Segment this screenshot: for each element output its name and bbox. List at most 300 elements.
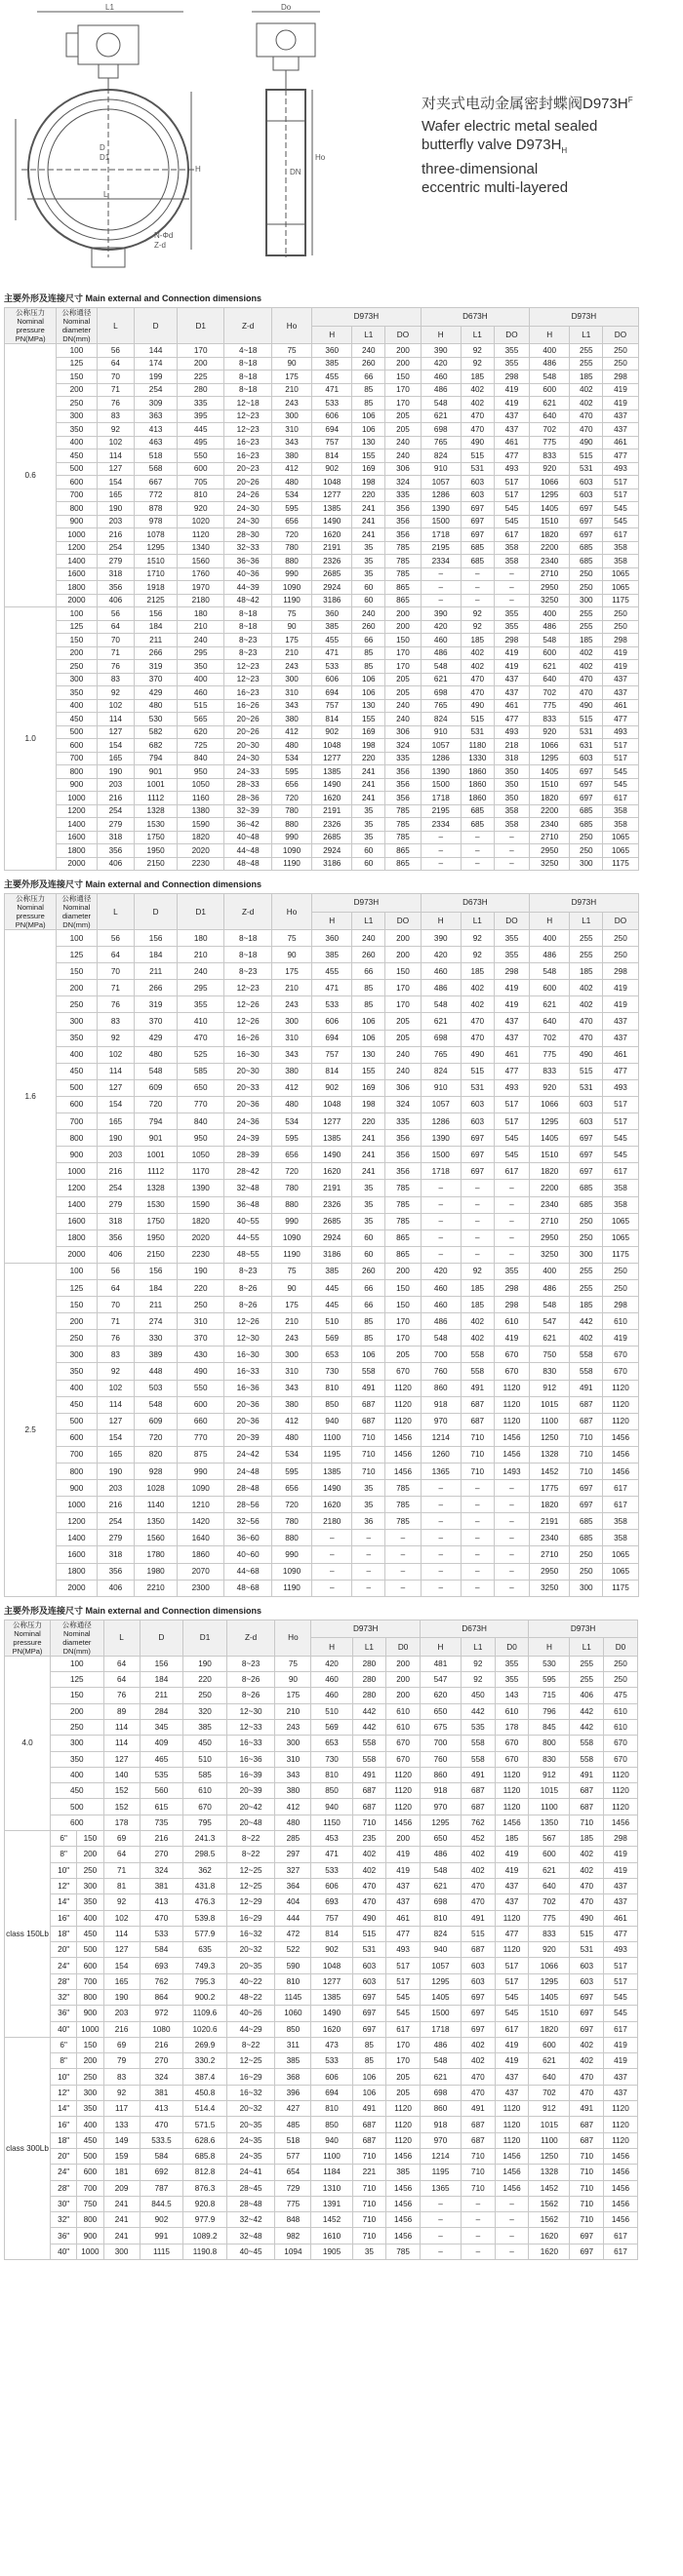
- table-cell: 203: [97, 515, 135, 528]
- table-cell: 1718: [421, 528, 461, 542]
- table-cell: 1452: [530, 1464, 570, 1480]
- table-cell: 480: [135, 1046, 178, 1063]
- table-cell: 165: [97, 752, 135, 765]
- table-cell: 250: [603, 357, 638, 371]
- table-cell: 918: [420, 2117, 461, 2132]
- table-cell: 452: [462, 1831, 496, 1847]
- table-cell: 850: [311, 1783, 352, 1799]
- table-cell: 2326: [312, 555, 352, 568]
- table-cell: 1390: [177, 1180, 223, 1196]
- table-cell: 1195: [420, 2165, 461, 2180]
- table-cell: 318: [494, 752, 529, 765]
- dn-cell: 300: [57, 1347, 97, 1363]
- header-sub-l1: L1: [570, 1638, 604, 1657]
- table-cell: 198: [352, 739, 385, 753]
- table-cell: 455: [312, 634, 352, 647]
- table-cell: 180: [177, 930, 223, 947]
- table-cell: 476.3: [183, 1894, 227, 1910]
- table-cell: 1860: [461, 778, 494, 792]
- dn-inch-cell: 30": [51, 2196, 77, 2211]
- table-cell: –: [461, 1480, 494, 1497]
- table-cell: 355: [494, 344, 529, 358]
- table-cell: 765: [421, 436, 461, 449]
- table-cell: 402: [352, 1862, 386, 1878]
- table-cell: 250: [603, 607, 638, 621]
- table-cell: 1750: [135, 1213, 178, 1229]
- table-cell: 685.8: [183, 2148, 227, 2164]
- table-row: [5, 947, 679, 963]
- table-cell: 8~26: [224, 1279, 271, 1296]
- table-cell: 127: [97, 1413, 135, 1429]
- table-cell: 517: [495, 1958, 529, 1973]
- table-cell: 697: [352, 2021, 386, 2037]
- table-cell: 106: [352, 423, 385, 437]
- table-cell: 437: [495, 2085, 529, 2100]
- table-cell: 380: [271, 449, 311, 463]
- table-cell: –: [421, 831, 461, 844]
- table-cell: 558: [461, 1363, 494, 1380]
- table-cell: 419: [495, 2037, 529, 2052]
- table-cell: 216: [97, 528, 135, 542]
- pn-cell: 4.0: [5, 1656, 51, 1830]
- table-cell: 60: [352, 857, 385, 871]
- dn-cell: 300: [51, 1736, 103, 1751]
- table-cell: 550: [177, 449, 223, 463]
- table-cell: 20~26: [224, 713, 271, 726]
- dn-mm-cell: 200: [77, 2053, 103, 2069]
- table-cell: 558: [570, 1751, 604, 1767]
- table-row: [5, 713, 679, 726]
- table-cell: 12~26: [224, 1013, 271, 1030]
- table-cell: 402: [570, 660, 603, 674]
- table-cell: 71: [97, 646, 135, 660]
- dn-cell: 900: [57, 1147, 97, 1163]
- table-cell: 254: [97, 804, 135, 818]
- header-sub-h: H: [530, 326, 570, 344]
- table-cell: 185: [461, 1297, 494, 1313]
- table-cell: 385: [312, 357, 352, 371]
- table-cell: 471: [311, 1847, 352, 1862]
- table-cell: –: [385, 1530, 421, 1546]
- table-cell: 533: [311, 2053, 352, 2069]
- header-z-d: Z-d: [226, 1620, 275, 1656]
- table-cell: 687: [462, 1942, 496, 1958]
- table-cell: 1490: [312, 778, 352, 792]
- table-cell: 356: [385, 515, 421, 528]
- table-cell: 1120: [604, 2117, 638, 2132]
- dn-mm-cell: 350: [77, 1894, 103, 1910]
- table-cell: 621: [530, 660, 570, 674]
- header-sub-h: H: [311, 1638, 352, 1657]
- table-cell: 490: [352, 1910, 386, 1926]
- table-cell: 28~48: [224, 1480, 271, 1497]
- table-cell: 1066: [530, 739, 570, 753]
- table-cell: 650: [420, 1831, 461, 1847]
- table-cell: 170: [386, 2053, 421, 2069]
- table-cell: 260: [352, 357, 385, 371]
- dn-mm-cell: 200: [77, 1847, 103, 1862]
- table-row: [5, 2212, 679, 2228]
- table-cell: 92: [461, 357, 494, 371]
- table-cell: 1560: [177, 555, 223, 568]
- dn-cell: 250: [57, 660, 97, 674]
- table-row: [5, 1096, 679, 1112]
- table-row: [5, 515, 679, 528]
- dn-mm-cell: 150: [77, 1831, 103, 1847]
- table-cell: 548: [420, 1862, 461, 1878]
- table-cell: 670: [385, 1363, 421, 1380]
- table-cell: –: [494, 1480, 529, 1497]
- table-cell: 920.8: [183, 2196, 227, 2211]
- table-cell: 437: [495, 1894, 529, 1910]
- table-cell: 211: [140, 1688, 183, 1703]
- table-cell: 470: [461, 673, 494, 686]
- table-cell: 12~33: [226, 1719, 275, 1735]
- table-cell: 775: [529, 1910, 570, 1926]
- table-row: [5, 567, 679, 581]
- table-cell: 431.8: [183, 1878, 227, 1893]
- table-cell: 114: [103, 1736, 140, 1751]
- table-cell: 1860: [461, 765, 494, 779]
- dn-cell: 150: [51, 1688, 103, 1703]
- table-cell: 255: [570, 1263, 603, 1279]
- table-cell: 75: [271, 1263, 311, 1279]
- dn-cell: 700: [57, 488, 97, 502]
- table-row: [5, 1799, 679, 1815]
- dn-cell: 600: [51, 1815, 103, 1830]
- table-cell: 548: [530, 371, 570, 384]
- table-row: [5, 476, 679, 489]
- table-cell: 1590: [177, 1196, 223, 1213]
- table-row: [5, 792, 679, 805]
- table-cell: –: [421, 1530, 461, 1546]
- table-cell: 8~22: [226, 1847, 275, 1862]
- table-cell: 2200: [530, 541, 570, 555]
- table-cell: 419: [603, 980, 638, 996]
- table-cell: 977.9: [183, 2212, 227, 2228]
- table-cell: 610: [604, 1703, 638, 1719]
- table-cell: –: [420, 2228, 461, 2244]
- table-cell: 545: [603, 502, 638, 516]
- table-cell: 491: [462, 2101, 496, 2117]
- table-cell: 2924: [312, 844, 352, 858]
- table-cell: 493: [603, 1079, 638, 1096]
- table-cell: 697: [461, 515, 494, 528]
- table-cell: 300: [570, 857, 603, 871]
- table-cell: 40~26: [226, 2006, 275, 2021]
- table-cell: 1590: [177, 818, 223, 832]
- table-cell: 200: [386, 1656, 421, 1671]
- table-cell: 1365: [420, 2180, 461, 2196]
- table-row: [5, 620, 679, 634]
- table-cell: 402: [570, 2053, 604, 2069]
- table-cell: 362: [183, 1862, 227, 1878]
- table-cell: 35: [352, 1180, 385, 1196]
- table-cell: 1970: [177, 581, 223, 595]
- table-cell: 3250: [530, 857, 570, 871]
- table-cell: 730: [312, 1363, 352, 1380]
- table-cell: 517: [603, 1113, 638, 1130]
- table-row: [5, 778, 679, 792]
- table-cell: 402: [461, 1313, 494, 1330]
- dn-cell: 100: [57, 1263, 97, 1279]
- actuator-side: [257, 23, 315, 57]
- header-sub-h: H: [420, 1638, 461, 1657]
- table-cell: 437: [495, 1878, 529, 1893]
- table-cell: 584: [140, 1942, 183, 1958]
- table-cell: 1456: [603, 1464, 638, 1480]
- dn-cell: 350: [51, 1751, 103, 1767]
- table-cell: 471: [312, 980, 352, 996]
- table-row: [5, 1180, 679, 1196]
- table-cell: 493: [494, 725, 529, 739]
- table-cell: –: [461, 1213, 494, 1229]
- table-cell: 76: [97, 397, 135, 410]
- table-cell: 406: [97, 857, 135, 871]
- table-cell: 833: [530, 713, 570, 726]
- table-cell: 515: [461, 713, 494, 726]
- table-cell: 12~25: [226, 1862, 275, 1878]
- table-cell: 560: [140, 1783, 183, 1799]
- table-row: [5, 397, 679, 410]
- table-cell: –: [494, 1229, 529, 1246]
- table-cell: 2950: [530, 581, 570, 595]
- table-cell: 343: [271, 699, 311, 713]
- header-ho: Ho: [275, 1620, 311, 1656]
- table-cell: 255: [570, 1656, 604, 1671]
- label-L: L: [103, 190, 108, 199]
- table-cell: 420: [311, 1656, 352, 1671]
- table-cell: 1120: [495, 2117, 529, 2132]
- table-cell: 36~60: [224, 1530, 271, 1546]
- table-cell: 56: [97, 607, 135, 621]
- table-cell: 493: [494, 462, 529, 476]
- table-cell: 8~22: [226, 2037, 275, 2052]
- title-cn: 对夹式电动金属密封蝶阀D973H: [422, 96, 628, 112]
- table-cell: 71: [97, 383, 135, 397]
- table-cell: 720: [135, 1429, 178, 1446]
- table-cell: 1405: [420, 1989, 461, 2005]
- table-cell: 16~30: [224, 1046, 271, 1063]
- model-sup: F: [627, 96, 633, 104]
- dn-cell: 450: [51, 1783, 103, 1799]
- dn-cell: 600: [57, 1096, 97, 1112]
- table-cell: –: [495, 2228, 529, 2244]
- table-cell: 697: [570, 778, 603, 792]
- table-cell: 66: [352, 1297, 385, 1313]
- table-cell: 702: [530, 423, 570, 437]
- label-Ho: Ho: [315, 153, 326, 162]
- table-cell: 912: [529, 2101, 570, 2117]
- table-cell: 150: [385, 634, 421, 647]
- table-cell: 255: [570, 344, 603, 358]
- header-group-0: D973H: [312, 308, 422, 327]
- table-cell: 1620: [312, 792, 352, 805]
- table-cell: 35: [352, 831, 385, 844]
- table-cell: 16~39: [226, 1767, 275, 1782]
- table-cell: 698: [421, 686, 461, 700]
- table-cell: –: [461, 1180, 494, 1196]
- table-cell: 517: [495, 1973, 529, 1989]
- table-cell: –: [421, 1246, 461, 1263]
- table-cell: –: [494, 581, 529, 595]
- label-zd: Z-d: [154, 241, 166, 250]
- table-cell: 545: [603, 778, 638, 792]
- table-cell: 460: [311, 1672, 352, 1688]
- table-cell: 990: [271, 567, 311, 581]
- table-cell: 70: [97, 963, 135, 980]
- table-cell: 844.5: [140, 2196, 183, 2211]
- table-cell: 545: [494, 1130, 529, 1147]
- dn-cell: 1600: [57, 1213, 97, 1229]
- table-cell: 548: [530, 963, 570, 980]
- table-cell: 20~26: [224, 476, 271, 489]
- table-cell: 603: [570, 476, 603, 489]
- table-cell: 250: [570, 1229, 603, 1246]
- header-sub-l1: L1: [570, 326, 603, 344]
- table-cell: 20~23: [224, 462, 271, 476]
- table-row: [5, 646, 679, 660]
- table-cell: 114: [97, 713, 135, 726]
- table-cell: 350: [494, 778, 529, 792]
- table-cell: 617: [494, 1163, 529, 1180]
- table-cell: 85: [352, 646, 385, 660]
- table-cell: 1385: [311, 1989, 352, 2005]
- table-cell: 220: [352, 752, 385, 765]
- header-d: D: [135, 894, 178, 930]
- dn-cell: 800: [57, 502, 97, 516]
- table-cell: –: [421, 1563, 461, 1580]
- table-cell: 531: [461, 725, 494, 739]
- table-cell: 1510: [530, 515, 570, 528]
- section-title-1: 主要外形及连接尺寸 Main external and Connection dimensions: [4, 293, 262, 303]
- table-row: [5, 488, 679, 502]
- table-cell: 548: [421, 397, 461, 410]
- dn-inch-cell: 6": [51, 1831, 77, 1847]
- table-cell: 270: [140, 1847, 183, 1862]
- table-cell: 240: [352, 344, 385, 358]
- table-cell: 1350: [135, 1513, 178, 1530]
- table-cell: 617: [603, 1480, 638, 1497]
- table-cell: 106: [352, 410, 385, 423]
- dn-inch-cell: 32": [51, 1989, 77, 2005]
- table-cell: 220: [177, 1279, 223, 1296]
- table-cell: 170: [385, 660, 421, 674]
- table-cell: 169: [352, 1079, 385, 1096]
- dn-cell: 2000: [57, 594, 97, 607]
- table-cell: 130: [352, 1046, 385, 1063]
- table-cell: 390: [421, 607, 461, 621]
- table-cell: 385: [312, 620, 352, 634]
- table-cell: 2334: [421, 818, 461, 832]
- table-cell: 880: [271, 1196, 311, 1213]
- table-cell: 517: [494, 476, 529, 489]
- table-cell: 71: [103, 1862, 140, 1878]
- table-cell: –: [462, 2244, 496, 2259]
- table-cell: 670: [386, 1736, 421, 1751]
- table-cell: 558: [570, 1736, 604, 1751]
- table-cell: 437: [494, 686, 529, 700]
- dn-cell: 1800: [57, 1563, 97, 1580]
- table-cell: 710: [462, 2165, 496, 2180]
- table-cell: 413: [140, 1894, 183, 1910]
- dn-mm-cell: 900: [77, 2006, 103, 2021]
- table-cell: 490: [570, 436, 603, 449]
- table-cell: 606: [312, 1013, 352, 1030]
- table-cell: 1120: [494, 1380, 529, 1396]
- table-cell: 358: [603, 1530, 638, 1546]
- table-cell: 8~18: [224, 620, 271, 634]
- table-cell: 865: [385, 594, 421, 607]
- table-cell: 444: [275, 1910, 311, 1926]
- table-cell: 127: [97, 1079, 135, 1096]
- table-cell: 400: [530, 1263, 570, 1279]
- table-cell: 2340: [530, 818, 570, 832]
- table-cell: 635: [183, 1942, 227, 1958]
- dn-cell: 1200: [57, 1513, 97, 1530]
- table-cell: 419: [604, 1862, 638, 1878]
- table-cell: 170: [385, 646, 421, 660]
- table-cell: 517: [604, 1973, 638, 1989]
- dn-inch-cell: 24": [51, 1958, 77, 1973]
- table-cell: 531: [570, 725, 603, 739]
- table-cell: 154: [97, 1096, 135, 1112]
- table-cell: 310: [271, 1030, 311, 1046]
- table-cell: 1620: [312, 1497, 352, 1513]
- table-cell: 412: [271, 1413, 311, 1429]
- table-cell: 205: [386, 2069, 421, 2085]
- table-cell: 442: [352, 1719, 386, 1735]
- table-cell: 1090: [271, 1563, 311, 1580]
- table-cell: 241: [352, 528, 385, 542]
- table-cell: 358: [603, 1180, 638, 1196]
- table-cell: 860: [420, 1767, 461, 1782]
- table-cell: 470: [462, 1878, 496, 1893]
- dn-cell: 900: [57, 778, 97, 792]
- table-cell: 1214: [420, 2148, 461, 2164]
- table-cell: 298: [494, 371, 529, 384]
- table-row: [5, 930, 679, 947]
- table-cell: 203: [103, 2006, 140, 2021]
- table-cell: –: [421, 1480, 461, 1497]
- table-cell: 210: [271, 383, 311, 397]
- table-cell: 16~36: [226, 1751, 275, 1767]
- table-cell: 32~42: [226, 2212, 275, 2228]
- table-cell: 40~45: [226, 2244, 275, 2259]
- table-cell: 460: [311, 1688, 352, 1703]
- dn-cell: 1600: [57, 831, 97, 844]
- table-cell: 569: [311, 1719, 352, 1735]
- table-row: [5, 2148, 679, 2164]
- table-cell: 12~18: [224, 397, 271, 410]
- table-cell: 240: [385, 1046, 421, 1063]
- table-cell: 1120: [494, 1413, 529, 1429]
- table-cell: 200: [385, 620, 421, 634]
- table-cell: 2710: [530, 1213, 570, 1229]
- table-cell: 413: [135, 423, 178, 437]
- table-cell: 1277: [312, 1113, 352, 1130]
- table-cell: 1184: [311, 2165, 352, 2180]
- table-cell: 419: [603, 646, 638, 660]
- table-cell: 358: [494, 818, 529, 832]
- table-cell: 534: [271, 1113, 311, 1130]
- table-cell: 127: [97, 725, 135, 739]
- dn-cell: 2000: [57, 1580, 97, 1596]
- table-row: [5, 1229, 679, 1246]
- table-cell: 190: [103, 1989, 140, 2005]
- table-cell: 697: [462, 2006, 496, 2021]
- table-cell: 685: [461, 818, 494, 832]
